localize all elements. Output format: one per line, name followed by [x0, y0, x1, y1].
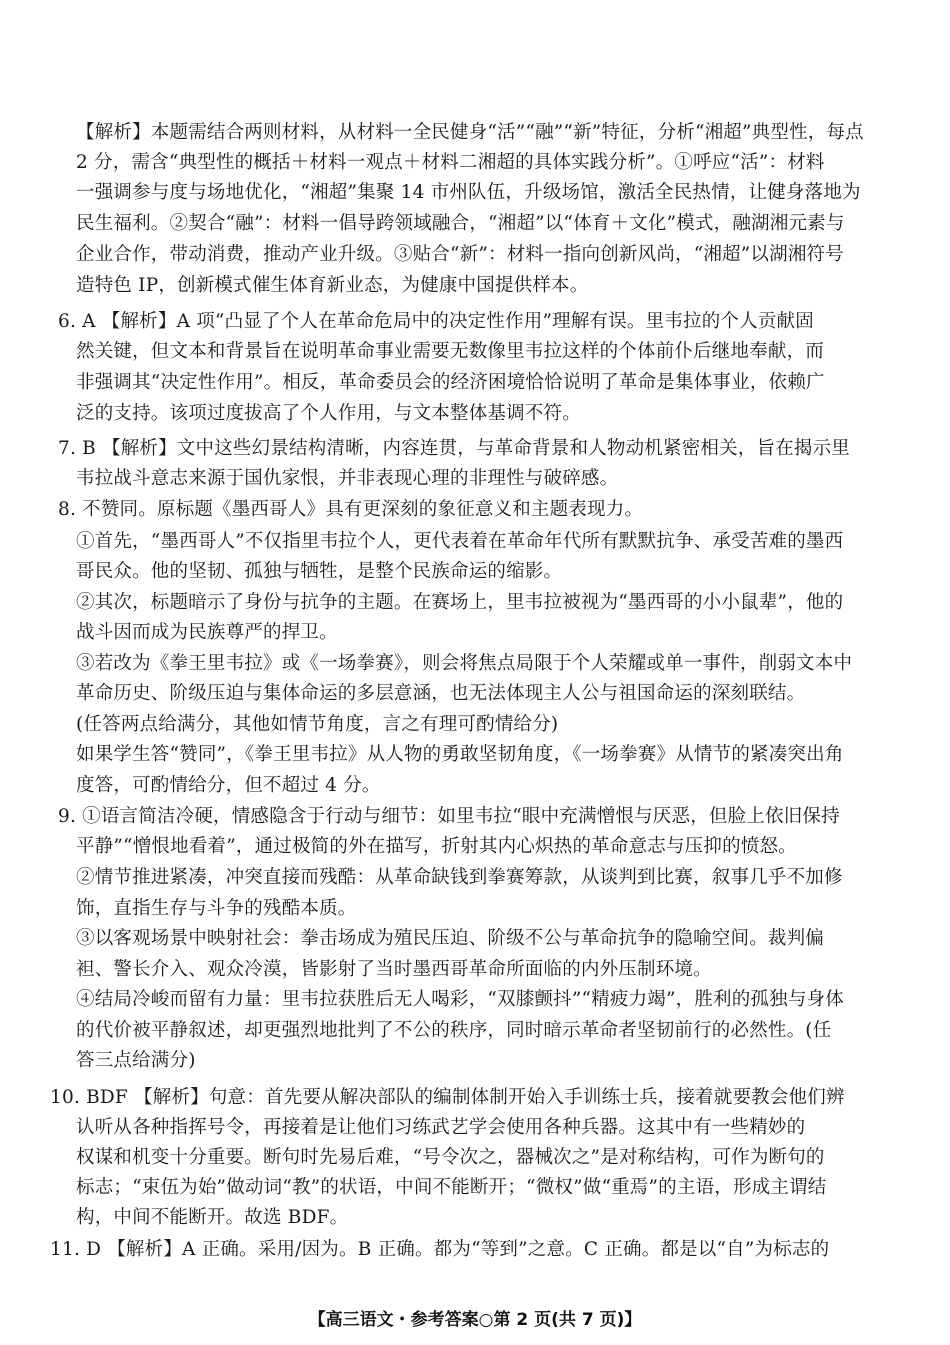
- text-line: 【解析】本题需结合两则材料，从材料一全民健身“活”“融”“新”特征，分析“湘超”典型性，每点: [76, 122, 864, 143]
- text-line: 平静”“憎恨地看着”，通过极简的外在描写，折射其内心炽热的革命意志与压抑的愤怒。: [76, 836, 797, 857]
- text-line: 2 分，需含“典型性的概括＋材料一观点＋材料二湘超的具体实践分析”。①呼应“活”：材料: [76, 152, 825, 173]
- text-line: 6. A 【解析】A 项“凸显了个人在革命危局中的决定性作用”理解有误。里韦拉的个人贡献固: [58, 311, 814, 332]
- text-line: 战斗因而成为民族尊严的捍卫。: [76, 622, 338, 643]
- page-footer: 【高三语文・参考答案○第 2 页(共 7 页)】: [308, 1310, 642, 1330]
- text-line: 的代价被平静叙述，却更强烈地批判了不公的秩序，同时暗示革命者坚韧前行的必然性。(任: [76, 1020, 832, 1041]
- text-line: 9. ①语言简洁冷硬，情感隐含于行动与细节：如里韦拉“眼中充满憎恨与厌恶，但脸上依旧保持: [58, 806, 840, 827]
- text-line: 7. B 【解析】文中这些幻景结构清晰，内容连贯，与革命背景和人物动机紧密相关，旨在揭示里: [58, 438, 851, 459]
- text-line: ②情节推进紧凑，冲突直接而残酷：从革命缺钱到拳赛筹款，从谈判到比赛，叙事几乎不加修: [76, 867, 843, 888]
- text-line: ①首先，“墨西哥人”不仅指里韦拉个人，更代表着在革命年代所有默默抗争、承受苦难的墨西: [76, 531, 844, 552]
- text-line: 认听从各种指挥号令，再接着是让他们习练武艺学会使用各种兵器。这其中有一些精妙的: [76, 1117, 806, 1138]
- text-line: 民生福利。②契合“融”：材料一倡导跨领域融合，“湘超”以“体育＋文化”模式，融湖湘元素与: [76, 213, 845, 234]
- text-line: 11. D 【解析】A 正确。采用/因为。B 正确。都为“等到”之意。C 正确。都是以“自”为标志的: [50, 1239, 830, 1260]
- text-line: 哥民众。他的坚韧、孤独与牺牲，是整个民族命运的缩影。: [76, 561, 563, 582]
- text-line: ②其次，标题暗示了身份与抗争的主题。在赛场上，里韦拉被视为“墨西哥的小小鼠辈”，他的: [76, 592, 844, 613]
- text-line: 韦拉战斗意志来源于国仇家恨，并非表现心理的非理性与破碎感。: [76, 468, 619, 489]
- text-line: 然关键，但文本和背景旨在说明革命事业需要无数像里韦拉这样的个体前仆后继地奉献，而: [76, 341, 825, 362]
- text-line: 非强调其“决定性作用”。相反，革命委员会的经济困境恰恰说明了革命是集体事业，依赖广: [76, 372, 825, 393]
- text-line: 一强调参与度与场地优化，“湘超”集聚 14 市州队伍，升级场馆，激活全民热情，让健身落地为: [76, 182, 861, 203]
- text-line: 标志；“束伍为始”做动词“教”的状语，中间不能断开；“微权”做“重焉”的主语，形成主谓结: [76, 1177, 827, 1198]
- text-line: 答三点给满分): [76, 1050, 196, 1071]
- text-line: 构，中间不能断开。故选 BDF。: [76, 1207, 349, 1228]
- text-line: ④结局冷峻而留有力量：里韦拉获胜后无人喝彩，“双膝颤抖”“精疲力竭”，胜利的孤独与身体: [76, 989, 844, 1010]
- text-line: 度答，可酌情给分，但不超过 4 分。: [76, 775, 381, 796]
- text-line: 权谋和机变十分重要。断句时先易后难，“号令次之，器械次之”是对称结构，可作为断句的: [76, 1147, 825, 1168]
- text-line: (任答两点给满分，其他如情节角度，言之有理可酌情给分): [76, 714, 559, 735]
- text-line: 如果学生答“赞同”，《拳王里韦拉》从人物的勇敢坚韧角度，《一场拳赛》从情节的紧凑突出角: [76, 744, 844, 765]
- text-line: ③若改为《拳王里韦拉》或《一场拳赛》，则会将焦点局限于个人荣耀或单一事件，削弱文本中: [76, 653, 853, 674]
- text-line: 造特色 IP，创新模式催生体育新业态，为健康中国提供样本。: [76, 275, 589, 296]
- text-line: 革命历史、阶级压迫与集体命运的多层意涵，也无法体现主人公与祖国命运的深刻联结。: [76, 683, 806, 704]
- text-line: ③以客观场景中映射社会：拳击场成为殖民压迫、阶级不公与革命抗争的隐喻空间。裁判偏: [76, 928, 825, 949]
- text-line: 泛的支持。该项过度拔高了个人作用，与文本整体基调不符。: [76, 403, 581, 424]
- text-line: 饰，直指生存与斗争的残酷本质。: [76, 898, 357, 919]
- text-line: 8. 不赞同。原标题《墨西哥人》具有更深刻的象征意义和主题表现力。: [58, 499, 644, 520]
- text-line: 10. BDF 【解析】句意：首先要从解决部队的编制体制开始入手训练士兵，接着就要教会他们辨: [50, 1087, 845, 1108]
- text-line: 企业合作，带动消费，推动产业升级。③贴合“新”：材料一指向创新风尚，“湘超”以湖湘符号: [76, 244, 844, 265]
- text-line: 袒、警长介入、观众冷漠，皆影射了当时墨西哥革命所面临的内外压制环境。: [76, 959, 712, 980]
